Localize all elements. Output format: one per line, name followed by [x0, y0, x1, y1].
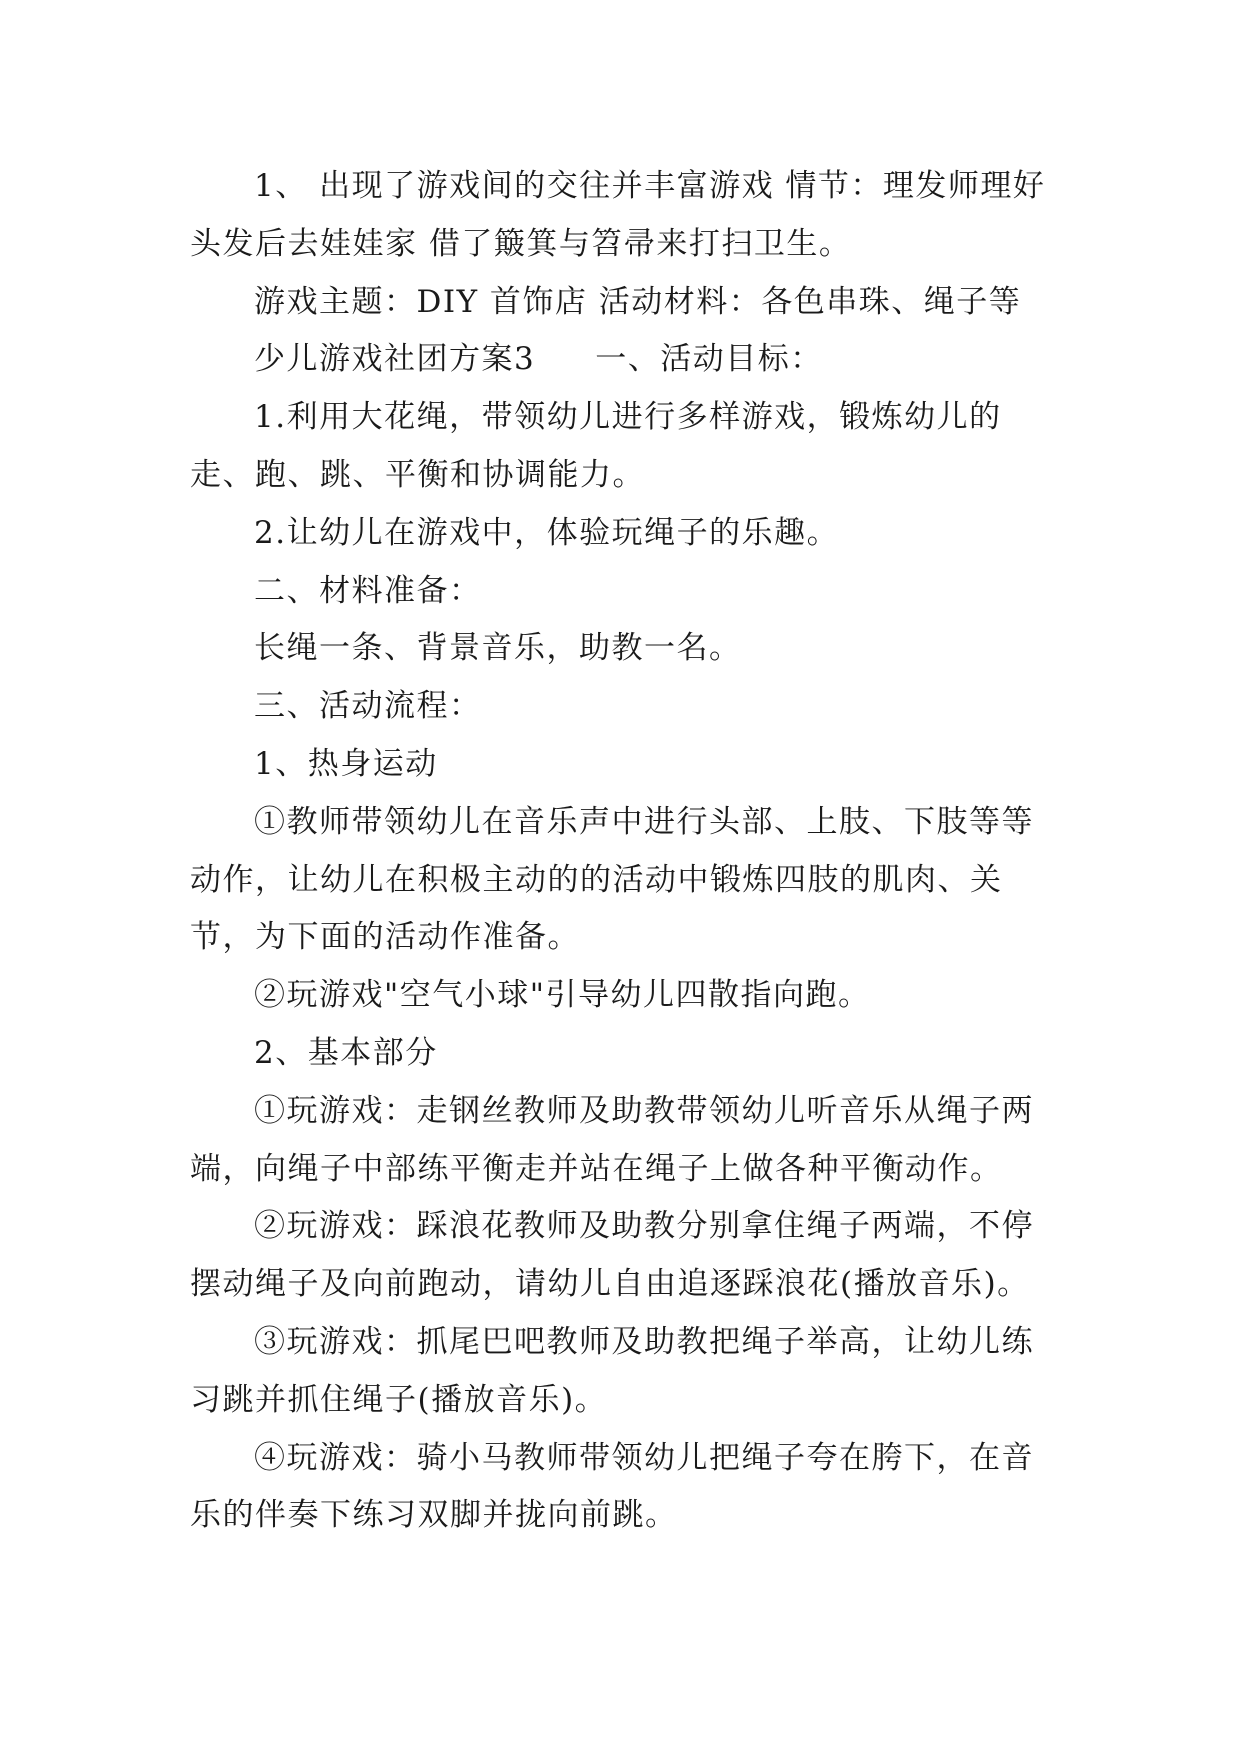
paragraph-process-heading: 三、活动流程：	[254, 688, 482, 725]
paragraph-basic-3: ③玩游戏：抓尾巴吧教师及助教把绳子举高，让幼儿练习跳并抓住绳子(播放音乐)。	[190, 1323, 1034, 1418]
plan-title: 少儿游戏社团方案3	[254, 341, 536, 378]
paragraph-materials-heading: 二、材料准备：	[254, 572, 482, 609]
paragraph-basic-4: ④玩游戏：骑小马教师带领幼儿把绳子夸在胯下，在音乐的伴奏下练习双脚并拢向前跳。	[190, 1439, 1034, 1534]
paragraph-warmup-heading: 1、热身运动	[254, 745, 438, 782]
paragraph-goal-2: 2.让幼儿在游戏中，体验玩绳子的乐趣。	[254, 514, 840, 551]
paragraph-warmup-2: ②玩游戏"空气小球"引导幼儿四散指向跑。	[254, 977, 871, 1014]
paragraph-basic-heading: 2、基本部分	[254, 1034, 438, 1071]
paragraph-basic-1: ①玩游戏：走钢丝教师及助教带领幼儿听音乐从绳子两端，向绳子中部练平衡走并站在绳子上做各种平衡动作。	[190, 1092, 1034, 1187]
paragraph-warmup-1: ①教师带领幼儿在音乐声中进行头部、上肢、下肢等等动作，让幼儿在积极主动的的活动中锻炼四肢的肌肉、关节，为下面的活动作准备。	[190, 803, 1034, 956]
document-body	[190, 158, 1060, 1545]
paragraph-goal-1: 1.利用大花绳，带领幼儿进行多样游戏，锻炼幼儿的走、跑、跳、平衡和协调能力。	[190, 399, 1002, 493]
paragraph-materials: 长绳一条、背景音乐，助教一名。	[254, 630, 742, 667]
paragraph-section-heading	[190, 331, 1060, 389]
goals-heading: 一、活动目标：	[595, 341, 823, 378]
paragraph-game-interaction: 1、 出现了游戏间的交往并丰富游戏 情节：理发师理好头发后去娃娃家 借了簸箕与笤帚来打扫卫生。	[190, 168, 1046, 262]
paragraph-game-theme: 游戏主题：DIY 首饰店 活动材料：各色串珠、绳子等	[254, 283, 1022, 320]
paragraph-basic-2: ②玩游戏：踩浪花教师及助教分别拿住绳子两端，不停摆动绳子及向前跑动，请幼儿自由追逐踩浪花(播放音乐)。	[190, 1208, 1034, 1303]
